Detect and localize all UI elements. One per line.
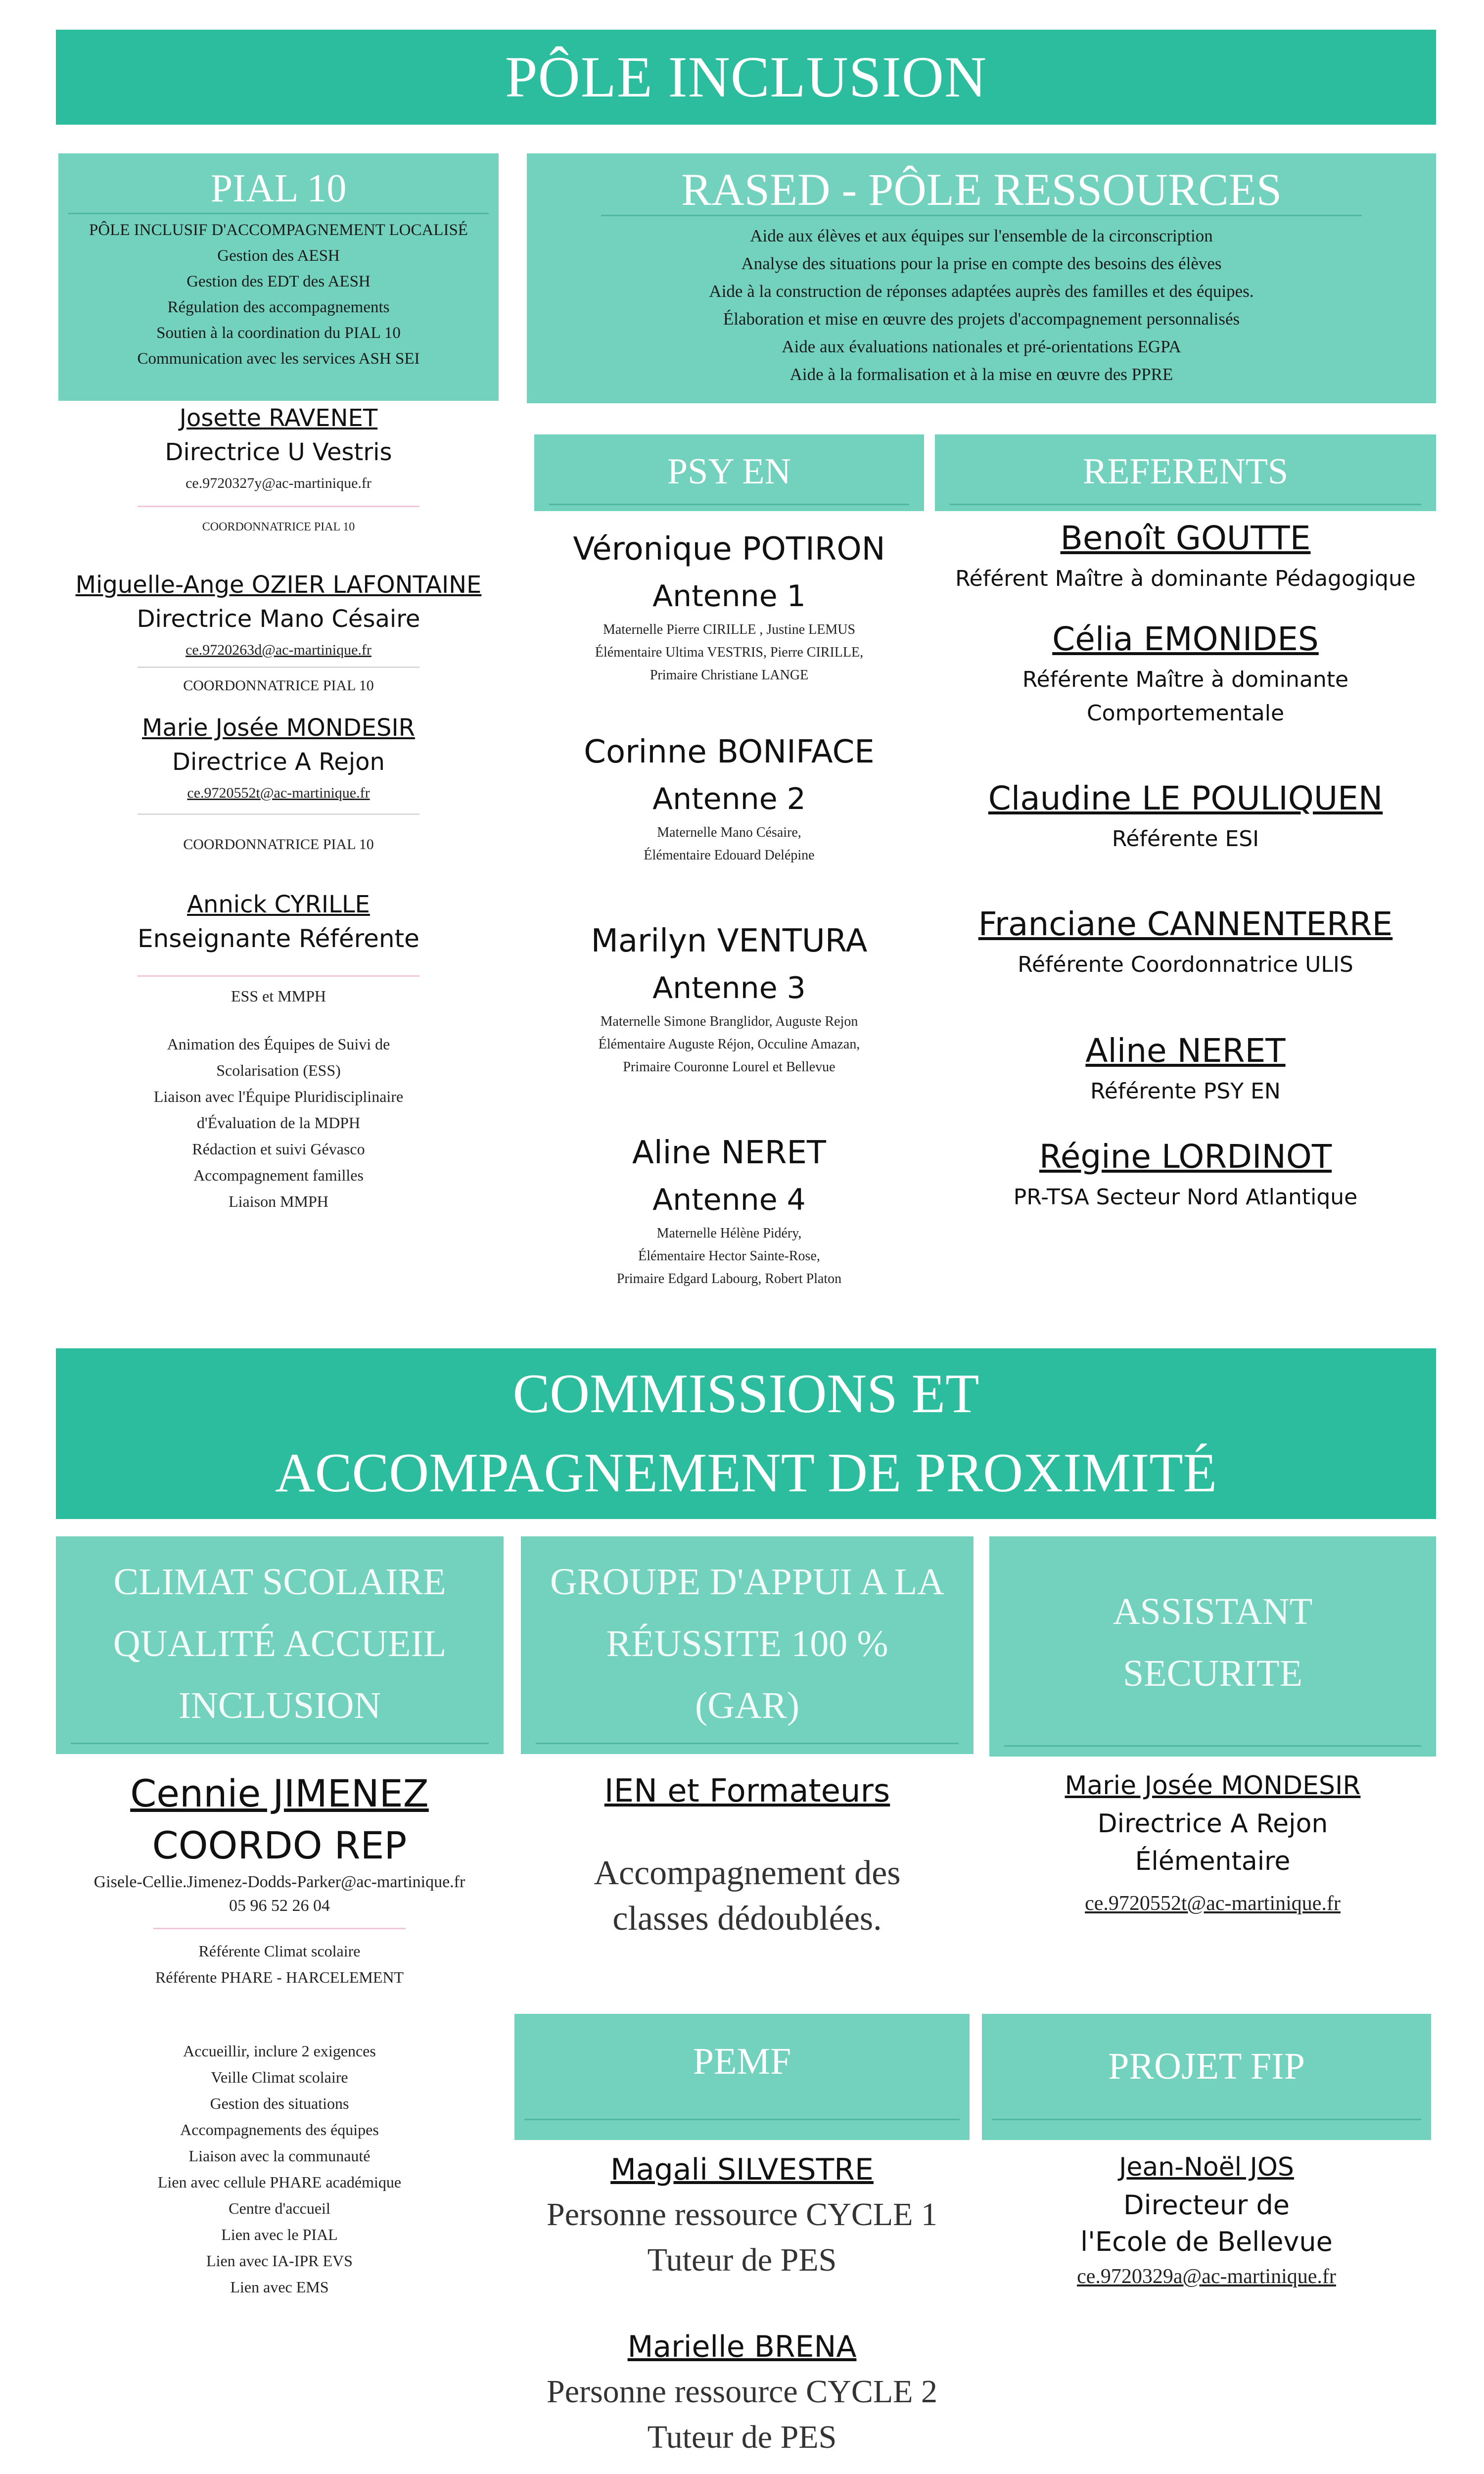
psy-school: Élémentaire Hector Sainte-Rose, xyxy=(638,1248,820,1264)
pemf-title: PEMF xyxy=(693,2041,791,2082)
pial-line: Régulation des accompagnements xyxy=(167,298,390,316)
pemf-content xyxy=(514,2147,970,2474)
climat-task: Accompagnements des équipes xyxy=(180,2121,379,2139)
climat-title-line: CLIMAT SCOLAIRE xyxy=(113,1561,446,1603)
fip-role-line: Directeur de xyxy=(1123,2189,1290,2221)
climat-phone: 05 96 52 26 04 xyxy=(229,1897,330,1915)
referent-role: Référent Maître à dominante Pédagogique xyxy=(955,566,1416,591)
rased-line: Analyse des situations pour la prise en compte des besoins des élèves xyxy=(741,254,1222,273)
pemf-role: Personne ressource CYCLE 2 xyxy=(546,2374,937,2410)
pemf-name: Marielle BRENA xyxy=(627,2330,857,2364)
ess-line: Animation des Équipes de Suivi de xyxy=(167,1035,390,1053)
referents-title: REFERENTS xyxy=(1082,451,1289,492)
gar-title-line: RÉUSSITE 100 % xyxy=(606,1623,888,1665)
referent-name: Claudine LE POULIQUEN xyxy=(988,779,1383,817)
ess-line: d'Évaluation de la MDPH xyxy=(196,1114,361,1132)
gar-tile xyxy=(521,1536,974,1754)
pial-line: Communication avec les services ASH SEI xyxy=(137,350,420,368)
pial-line: Gestion des AESH xyxy=(217,247,340,265)
climat-task: Lien avec cellule PHARE académique xyxy=(157,2173,402,2191)
referent-role: Référente PSY EN xyxy=(1090,1079,1281,1104)
coordonnatrice-label: COORDONNATRICE PIAL 10 xyxy=(183,677,374,694)
coordonnatrice-label: COORDONNATRICE PIAL 10 xyxy=(183,836,374,853)
climat-tile xyxy=(56,1536,504,1754)
psy-school: Maternelle Simone Branglidor, Auguste Rejon xyxy=(600,1014,858,1029)
fip-content xyxy=(982,2147,1431,2293)
psy-name: Corinne BONIFACE xyxy=(584,734,875,770)
psy-en-tile xyxy=(534,434,924,511)
rased-line: Aide aux élèves et aux équipes sur l'ensemble de la circonscription xyxy=(750,226,1213,245)
ess-line: Scolarisation (ESS) xyxy=(216,1061,341,1079)
pemf-sub: Tuteur de PES xyxy=(647,2419,837,2455)
referent-name: Célia EMONIDES xyxy=(1052,620,1319,658)
rased-title: RASED - PÔLE RESSOURCES xyxy=(681,164,1282,215)
climat-name: Cennie JIMENEZ xyxy=(130,1771,429,1815)
pemf-sub: Tuteur de PES xyxy=(647,2242,837,2278)
pemf-role: Personne ressource CYCLE 1 xyxy=(546,2196,937,2233)
pial-title: PIAL 10 xyxy=(210,167,347,210)
climat-task: Veille Climat scolaire xyxy=(211,2068,348,2086)
coordonnatrice-label: COORDONNATRICE PIAL 10 xyxy=(202,521,355,533)
psy-antenne: Antenne 3 xyxy=(652,971,806,1005)
pial-tile xyxy=(58,153,499,401)
fip-title: PROJET FIP xyxy=(1108,2046,1305,2087)
person-role: Directrice U Vestris xyxy=(165,438,392,466)
assistant-tile xyxy=(989,1536,1436,1757)
rased-line: Aide aux évaluations nationales et pré-orientations EGPA xyxy=(782,337,1181,356)
person-name: Josette RAVENET xyxy=(179,404,378,432)
gar-title-line: (GAR) xyxy=(695,1685,800,1726)
assistant-content xyxy=(989,1766,1436,1920)
pial-line: PÔLE INCLUSIF D'ACCOMPAGNEMENT LOCALISÉ xyxy=(89,221,468,239)
psy-people xyxy=(534,524,924,1290)
referents-tile xyxy=(935,434,1436,511)
climat-task: Accueillir, inclure 2 exigences xyxy=(183,2042,376,2060)
psy-school: Primaire Christiane LANGE xyxy=(649,667,809,683)
referent-name: Aline NERET xyxy=(1085,1032,1286,1070)
referent-role: PR-TSA Secteur Nord Atlantique xyxy=(1013,1185,1358,1210)
psy-antenne: Antenne 4 xyxy=(652,1183,806,1217)
psy-school: Élémentaire Auguste Réjon, Occuline Amazan, xyxy=(598,1037,860,1052)
gar-desc-line: Accompagnement des xyxy=(594,1854,901,1892)
commissions-title-line1: COMMISSIONS ET xyxy=(512,1363,979,1425)
person-name: Miguelle-Ange OZIER LAFONTAINE xyxy=(75,571,482,599)
person-role: Enseignante Référente xyxy=(138,924,419,953)
assistant-title-line: SECURITE xyxy=(1122,1653,1303,1694)
pial-line: Soutien à la coordination du PIAL 10 xyxy=(156,324,401,342)
climat-task: Liaison avec la communauté xyxy=(188,2147,371,2165)
fip-tile xyxy=(982,2014,1431,2140)
referent-name: Benoît GOUTTE xyxy=(1060,519,1311,557)
psy-name: Marilyn VENTURA xyxy=(591,923,868,959)
gar-desc-line: classes dédoublées. xyxy=(612,1900,882,1938)
ess-line: Liaison avec l'Équipe Pluridisciplinaire xyxy=(153,1088,404,1105)
referent-name: Franciane CANNENTERRE xyxy=(978,905,1393,943)
rased-line: Élaboration et mise en œuvre des projets d'accompagnement personnalisés xyxy=(723,309,1240,329)
person-name: Annick CYRILLE xyxy=(187,891,370,918)
pial-people xyxy=(58,401,499,1215)
psy-school: Maternelle Mano Césaire, xyxy=(657,825,801,840)
psy-en-title: PSY EN xyxy=(667,451,791,492)
person-name: Marie Josée MONDESIR xyxy=(142,714,415,742)
fip-name: Jean-Noël JOS xyxy=(1119,2152,1294,2182)
gar-title-line: GROUPE D'APPUI A LA xyxy=(550,1561,945,1603)
climat-task: Lien avec IA-IPR EVS xyxy=(206,2252,353,2270)
psy-school: Élémentaire Ultima VESTRIS, Pierre CIRILLE, xyxy=(595,645,864,660)
commissions-title-line2: ACCOMPAGNEMENT DE PROXIMITÉ xyxy=(275,1442,1217,1504)
ess-line: Accompagnement familles xyxy=(193,1166,364,1184)
psy-school: Élémentaire Edouard Delépine xyxy=(644,848,815,863)
pole-inclusion-banner xyxy=(56,30,1436,125)
psy-antenne: Antenne 1 xyxy=(652,579,806,614)
climat-title-line: QUALITÉ ACCUEIL xyxy=(113,1623,447,1665)
psy-school: Maternelle Hélène Pidéry, xyxy=(656,1226,802,1241)
rased-line: Aide à la construction de réponses adaptées auprès des familles et des équipes. xyxy=(709,282,1254,301)
climat-task: Lien avec le PIAL xyxy=(221,2226,338,2243)
assistant-title-line: ASSISTANT xyxy=(1113,1591,1313,1632)
person-role: Directrice Mano Césaire xyxy=(137,605,420,633)
assistant-name: Marie Josée MONDESIR xyxy=(1065,1771,1361,1801)
assistant-role-line: Élémentaire xyxy=(1135,1847,1291,1876)
assistant-role-line: Directrice A Rejon xyxy=(1097,1809,1328,1839)
psy-school: Primaire Couronne Lourel et Bellevue xyxy=(623,1059,835,1075)
psy-school: Primaire Edgard Labourg, Robert Platon xyxy=(616,1271,842,1286)
pole-inclusion-title: PÔLE INCLUSION xyxy=(505,45,987,109)
gar-content xyxy=(521,1766,974,1942)
rased-line: Aide à la formalisation et à la mise en œuvre des PPRE xyxy=(789,365,1173,384)
referent-name: Régine LORDINOT xyxy=(1039,1138,1332,1176)
ess-line: Rédaction et suivi Gévasco xyxy=(192,1140,365,1158)
psy-antenne: Antenne 2 xyxy=(652,782,806,816)
climat-task: Centre d'accueil xyxy=(229,2199,330,2217)
climat-role: COORDO REP xyxy=(152,1823,407,1867)
ess-line: Liaison MMPH xyxy=(229,1192,328,1210)
assistant-email[interactable]: ce.9720552t@ac-martinique.fr xyxy=(1085,1892,1341,1915)
commissions-banner xyxy=(56,1348,1436,1519)
pemf-name: Magali SILVESTRE xyxy=(610,2152,874,2187)
psy-name: Véronique POTIRON xyxy=(573,531,885,568)
climat-role-line: Référente Climat scolaire xyxy=(198,1942,361,1960)
climat-task: Lien avec EMS xyxy=(230,2278,329,2296)
pemf-tile xyxy=(514,2014,970,2140)
fip-role-line: l'Ecole de Bellevue xyxy=(1080,2226,1333,2257)
person-email[interactable]: ce.9720327y@ac-martinique.fr xyxy=(186,475,371,491)
ess-label: ESS et MMPH xyxy=(231,987,326,1005)
referent-role: Référente Coordonnatrice ULIS xyxy=(1018,952,1353,977)
climat-title-line: INCLUSION xyxy=(178,1685,381,1726)
person-email[interactable]: ce.9720552t@ac-martinique.fr xyxy=(187,785,370,801)
person-role: Directrice A Rejon xyxy=(172,748,385,776)
person-email[interactable]: ce.9720263d@ac-martinique.fr xyxy=(186,642,371,658)
referent-role: Référente ESI xyxy=(1112,826,1259,852)
climat-content xyxy=(49,1766,510,2300)
referent-role: Référente Maître à dominante Comportementale xyxy=(1022,667,1349,726)
psy-name: Aline NERET xyxy=(632,1135,826,1171)
climat-task: Gestion des situations xyxy=(210,2094,349,2112)
climat-role-line: Référente PHARE - HARCELEMENT xyxy=(155,1968,404,1986)
referents-people xyxy=(935,515,1436,1214)
gar-name: IEN et Formateurs xyxy=(604,1773,890,1809)
rased-tile xyxy=(527,153,1436,403)
psy-school: Maternelle Pierre CIRILLE , Justine LEMUS xyxy=(603,622,856,637)
fip-email[interactable]: ce.9720329a@ac-martinique.fr xyxy=(1077,2265,1336,2288)
climat-email[interactable]: Gisele-Cellie.Jimenez-Dodds-Parker@ac-martinique.fr xyxy=(93,1873,465,1891)
pial-line: Gestion des EDT des AESH xyxy=(186,273,371,290)
